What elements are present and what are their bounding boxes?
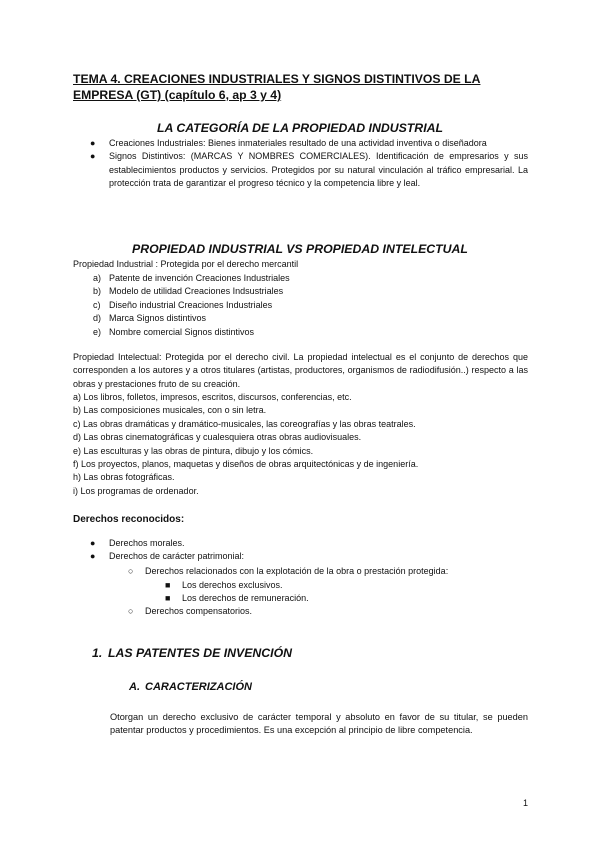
list-item: e) Las esculturas y las obras de pintura, dibujo y los cómics. xyxy=(73,445,314,456)
list-item: b) Las composiciones musicales, con o sin letra. xyxy=(73,405,267,416)
derechos-sublist-2 xyxy=(128,605,528,618)
bullet-square-icon: ■ xyxy=(165,593,171,604)
list-item: h) Las obras fotográficas. xyxy=(73,472,175,483)
derechos-subsublist xyxy=(165,579,565,606)
list-item: e) Nombre comercial Signos distintivos xyxy=(93,326,255,337)
bullet-dot-icon: ● xyxy=(90,538,96,548)
list-item: d) Marca Signos distintivos xyxy=(93,313,207,324)
list-item: a) Patente de invención Creaciones Industriales xyxy=(93,273,290,283)
derechos-sublist xyxy=(128,565,528,578)
derechos-list xyxy=(90,537,528,564)
categoria-bullet-list xyxy=(90,137,528,191)
caracterizacion-heading: A. CARACTERIZACIÓN xyxy=(129,681,252,693)
bullet-square-icon: ■ xyxy=(165,580,171,590)
page-number: 1 xyxy=(522,798,528,808)
bullet-dot-icon: ● xyxy=(90,551,96,562)
patentes-heading: 1. LAS PATENTES DE INVENCIÓN xyxy=(92,646,293,660)
list-item: ■ Los derechos de remuneración. xyxy=(165,592,565,605)
section-heading-categoria: LA CATEGORÍA DE LA PROPIEDAD INDUSTRIAL xyxy=(156,121,444,135)
list-item: d) Las obras cinematográficas y cualesquiera otras obras audiovisuales. xyxy=(73,432,362,443)
document-title: TEMA 4. CREACIONES INDUSTRIALES Y SIGNOS DISTINTIVOS DE LA EMPRESA (GT) (capítulo 6, ap 3 y 4) xyxy=(73,72,481,102)
derechos-heading: Derechos reconocidos: xyxy=(73,514,185,525)
bullet-circle-icon: ○ xyxy=(128,566,134,576)
list-item: ○ Derechos relacionados con la explotación de la obra o prestación protegida: xyxy=(128,565,528,578)
bullet-dot-icon: ● xyxy=(90,138,96,148)
list-item: ● Creaciones Industriales: Bienes inmateriales resultado de una actividad inventiva o diseñadora xyxy=(90,137,528,150)
list-item: c) Las obras dramáticas y dramático-musicales, las coreografías y las obras teatrales. xyxy=(73,418,416,429)
patentes-paragraph: Otorgan un derecho exclusivo de carácter temporal y absoluto en favor de su titular, se pueden patentar productos y procedimientos. Es una excepción al principio de libre competencia. xyxy=(110,712,528,736)
industrial-intro: Propiedad Industrial : Protegida por el derecho mercantil xyxy=(73,259,299,269)
bullet-dot-icon: ● xyxy=(90,151,96,162)
section-heading-propiedad: PROPIEDAD INDUSTRIAL VS PROPIEDAD INTELECTUAL xyxy=(132,242,468,256)
list-item: c) Diseño industrial Creaciones Industriales xyxy=(93,299,273,310)
intelectual-list xyxy=(73,391,528,498)
list-item: f) Los proyectos, planos, maquetas y diseños de obras arquitectónicas y de ingeniería. xyxy=(73,459,419,470)
bullet-circle-icon: ○ xyxy=(128,606,134,616)
list-item: b) Modelo de utilidad Creaciones Indsustriales xyxy=(93,286,284,297)
list-item: ● Signos Distintivos: (MARCAS Y NOMBRES COMERCIALES). Identificación de empresarios y sus establecimientos productos y servicios. Protegidos por su natural vinculación al tráfico empresarial. La protección trata de garantizar el progreso técnico y la competencia libre y leal. xyxy=(90,151,528,189)
list-item: i) Los programas de ordenador. xyxy=(73,485,199,496)
list-item: ○ Derechos compensatorios. xyxy=(128,605,528,618)
industrial-list xyxy=(93,272,513,339)
list-item: ■ Los derechos exclusivos. xyxy=(165,579,565,592)
list-item: ● Derechos de carácter patrimonial: xyxy=(90,550,528,563)
list-item: ● Derechos morales. xyxy=(90,537,528,550)
intelectual-paragraph: Propiedad Intelectual: Protegida por el derecho civil. La propiedad intelectual es el conjunto de derechos que corresponden a los autores y a otros titulares (artistas, productores, organismos de radiodifusión..) respecto a las obras y prestaciones fruto de su creación. xyxy=(73,352,528,389)
list-item: a) Los libros, folletos, impresos, escritos, discursos, conferencias, etc. xyxy=(73,392,352,402)
